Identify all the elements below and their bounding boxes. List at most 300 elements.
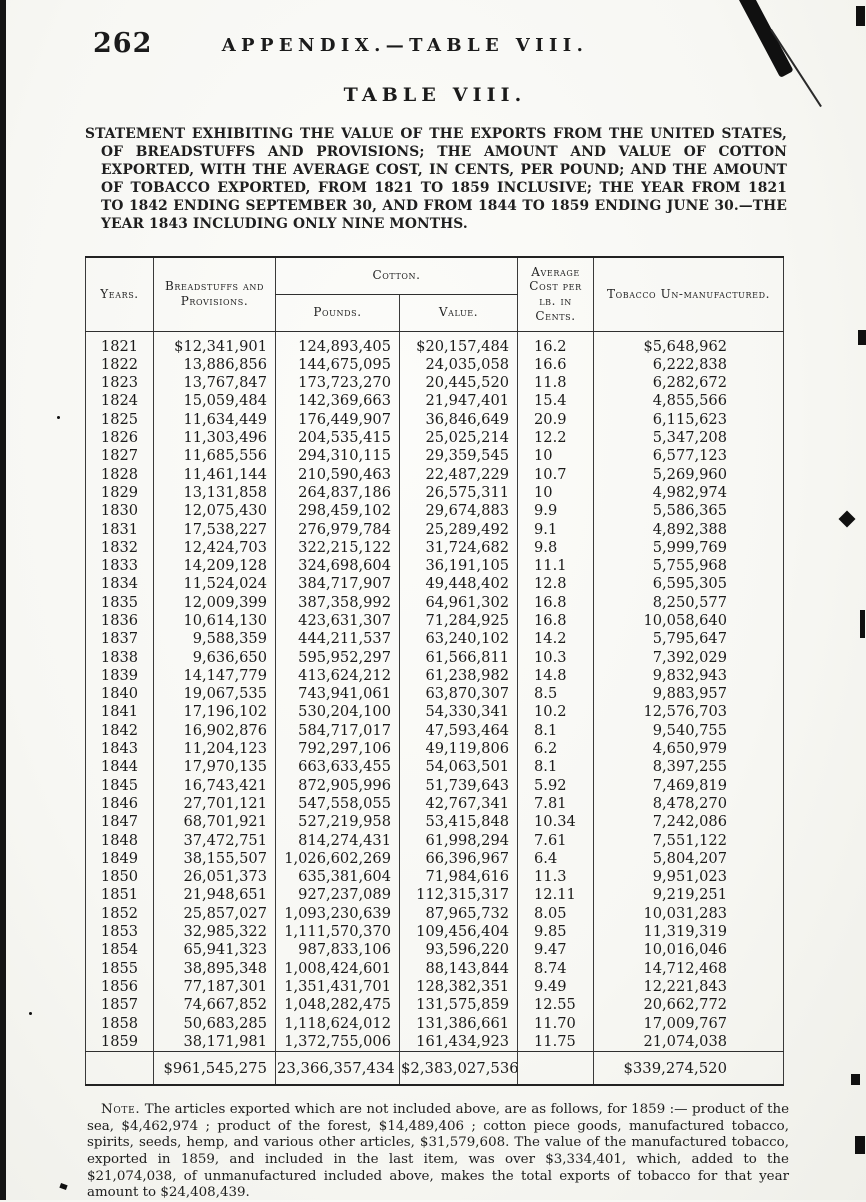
- cell-cotton-pounds: 663,633,455: [276, 758, 400, 776]
- cell-avg-cost: 8.74: [518, 960, 594, 978]
- cell-tobacco: $5,648,962: [594, 331, 784, 356]
- cell-year: 1831: [100, 520, 139, 538]
- cell-cotton-pounds: 1,118,624,012: [276, 1015, 400, 1033]
- cell-breadstuffs: $12,341,901: [154, 331, 276, 356]
- cell-year: 1825: [100, 410, 139, 428]
- statement-paragraph: STATEMENT EXHIBITING THE VALUE OF THE EXPORTS FROM THE UNITED STATES, OF BREADSTUFFS AND PROVISIONS; THE AMOUNT AND VALUE OF COTTON EXPORTED, WITH THE AVERAGE COST, IN CENTS, PER POUND; AND THE AMOUNT OF TOBACCO EXPORTED, FROM 1821 TO 1859 INCLUSIVE; THE YEAR FROM 1821 TO 1842 ENDING SEPTEMBER 30, AND FROM 1844 TO 1859 ENDING JUNE 30.—THE YEAR 1843 INCLUDING ONLY NINE MONTHS.: [85, 126, 787, 232]
- table-row: [86, 905, 784, 923]
- cell-cotton-pounds: 1,111,570,370: [276, 923, 400, 941]
- cell-tobacco: 10,016,046: [594, 941, 784, 959]
- cell-cotton-value: 21,947,401: [400, 392, 518, 410]
- cell-cotton-value: $2,383,027,536: [400, 1052, 518, 1086]
- cell-breadstuffs: 68,701,921: [154, 813, 276, 831]
- cell-breadstuffs: 38,155,507: [154, 850, 276, 868]
- cell-cotton-value: 49,448,402: [400, 575, 518, 593]
- cell-avg-cost: 11.8: [518, 374, 594, 392]
- scan-artifact-speck: [858, 330, 866, 345]
- cell-tobacco: 6,577,123: [594, 447, 784, 465]
- table-row: [86, 832, 784, 850]
- cell-tobacco: 9,540,755: [594, 722, 784, 740]
- cell-breadstuffs: $961,545,275: [154, 1052, 276, 1086]
- cell-tobacco: 5,586,365: [594, 502, 784, 520]
- cell-avg-cost: 10.7: [518, 466, 594, 484]
- cell-avg-cost: 12.2: [518, 429, 594, 447]
- cell-cotton-value: 22,487,229: [400, 466, 518, 484]
- cell-year: 1859: [100, 1032, 139, 1050]
- cell-cotton-pounds: 872,905,996: [276, 777, 400, 795]
- cell-breadstuffs: 9,636,650: [154, 649, 276, 667]
- scan-artifact-speck: [839, 511, 856, 528]
- cell-tobacco: 9,832,943: [594, 667, 784, 685]
- cell-cotton-value: 63,870,307: [400, 685, 518, 703]
- cell-avg-cost: 9.8: [518, 539, 594, 557]
- cell-cotton-value: 47,593,464: [400, 722, 518, 740]
- col-header-pounds: Pounds.: [276, 294, 400, 331]
- table-row: [86, 960, 784, 978]
- cell-tobacco: 9,883,957: [594, 685, 784, 703]
- cell-cotton-pounds: 530,204,100: [276, 703, 400, 721]
- cell-cotton-value: 36,191,105: [400, 557, 518, 575]
- table-row: [86, 850, 784, 868]
- cell-breadstuffs: 14,209,128: [154, 557, 276, 575]
- cell-year: 1840: [100, 685, 139, 703]
- cell-cotton-pounds: 423,631,307: [276, 612, 400, 630]
- cell-cotton-value: 61,566,811: [400, 649, 518, 667]
- cell-cotton-pounds: 635,381,604: [276, 868, 400, 886]
- cell-breadstuffs: 38,895,348: [154, 960, 276, 978]
- cell-avg-cost: 11.1: [518, 557, 594, 575]
- cell-avg-cost: 16.2: [518, 331, 594, 356]
- table-header: [86, 257, 784, 332]
- cell-cotton-value: 49,119,806: [400, 740, 518, 758]
- table-row: [86, 703, 784, 721]
- exports-table: [85, 256, 784, 1087]
- cell-tobacco: 11,319,319: [594, 923, 784, 941]
- cell-tobacco: $339,274,520: [594, 1052, 784, 1086]
- cell-cotton-value: 36,846,649: [400, 411, 518, 429]
- cell-breadstuffs: 17,538,227: [154, 521, 276, 539]
- cell-cotton-value: 25,025,214: [400, 429, 518, 447]
- cell-year: 1853: [100, 923, 139, 941]
- col-header-value: Value.: [400, 294, 518, 331]
- cell-year: 1851: [100, 886, 139, 904]
- cell-cotton-pounds: 276,979,784: [276, 521, 400, 539]
- cell-breadstuffs: 12,075,430: [154, 502, 276, 520]
- cell-year: 1854: [100, 941, 139, 959]
- cell-tobacco: 6,595,305: [594, 575, 784, 593]
- cell-cotton-value: 29,674,883: [400, 502, 518, 520]
- cell-year: 1826: [100, 429, 139, 447]
- cell-year: 1841: [100, 703, 139, 721]
- cell-year: 1833: [100, 557, 139, 575]
- cell-cotton-pounds: 294,310,115: [276, 447, 400, 465]
- cell-breadstuffs: 12,009,399: [154, 594, 276, 612]
- cell-cotton-pounds: 1,026,602,269: [276, 850, 400, 868]
- cell-year: 1844: [100, 758, 139, 776]
- cell-tobacco: 7,392,029: [594, 649, 784, 667]
- cell-cotton-pounds: 1,048,282,475: [276, 996, 400, 1014]
- cell-cotton-pounds: 264,837,186: [276, 484, 400, 502]
- cell-avg-cost: [518, 1052, 594, 1086]
- cell-avg-cost: 8.05: [518, 905, 594, 923]
- cell-cotton-pounds: 124,893,405: [276, 331, 400, 356]
- table-row: [86, 722, 784, 740]
- cell-avg-cost: 10: [518, 484, 594, 502]
- cell-avg-cost: 14.2: [518, 630, 594, 648]
- cell-cotton-value: 54,330,341: [400, 703, 518, 721]
- cell-cotton-value: 51,739,643: [400, 777, 518, 795]
- cell-avg-cost: 10.2: [518, 703, 594, 721]
- cell-cotton-pounds: 144,675,095: [276, 356, 400, 374]
- cell-cotton-pounds: 444,211,537: [276, 630, 400, 648]
- cell-tobacco: 5,795,647: [594, 630, 784, 648]
- cell-cotton-value: 128,382,351: [400, 978, 518, 996]
- cell-year: 1848: [100, 831, 139, 849]
- cell-cotton-value: 131,386,661: [400, 1015, 518, 1033]
- table-row: [86, 1033, 784, 1052]
- cell-year: 1822: [100, 355, 139, 373]
- table-row: [86, 575, 784, 593]
- table-row: [86, 557, 784, 575]
- table-row: [86, 630, 784, 648]
- cell-cotton-pounds: 792,297,106: [276, 740, 400, 758]
- cell-cotton-value: 42,767,341: [400, 795, 518, 813]
- cell-tobacco: 6,222,838: [594, 356, 784, 374]
- cell-breadstuffs: 37,472,751: [154, 832, 276, 850]
- cell-tobacco: 7,469,819: [594, 777, 784, 795]
- cell-avg-cost: 20.9: [518, 411, 594, 429]
- cell-breadstuffs: 9,588,359: [154, 630, 276, 648]
- document-page: [85, 26, 787, 1202]
- cell-year: 1858: [100, 1014, 139, 1032]
- col-header-years: Years.: [86, 257, 154, 332]
- cell-cotton-value: 88,143,844: [400, 960, 518, 978]
- cell-breadstuffs: 11,461,144: [154, 466, 276, 484]
- table-title: TABLE VIII.: [343, 84, 527, 106]
- cell-breadstuffs: 19,067,535: [154, 685, 276, 703]
- cell-cotton-value: $20,157,484: [400, 331, 518, 356]
- cell-breadstuffs: 16,743,421: [154, 777, 276, 795]
- cell-avg-cost: 7.81: [518, 795, 594, 813]
- cell-cotton-value: 26,575,311: [400, 484, 518, 502]
- cell-cotton-pounds: 204,535,415: [276, 429, 400, 447]
- cell-breadstuffs: 15,059,484: [154, 392, 276, 410]
- table-row: [86, 886, 784, 904]
- running-header: APPENDIX.—TABLE VIII.: [221, 35, 589, 56]
- cell-breadstuffs: 50,683,285: [154, 1015, 276, 1033]
- cell-cotton-pounds: 23,366,357,434: [276, 1052, 400, 1086]
- cell-year: 1829: [100, 483, 139, 501]
- cell-breadstuffs: 13,767,847: [154, 374, 276, 392]
- table-row: [86, 331, 784, 356]
- table-row: [86, 612, 784, 630]
- cell-cotton-pounds: 176,449,907: [276, 411, 400, 429]
- cell-cotton-value: 54,063,501: [400, 758, 518, 776]
- cell-tobacco: 5,347,208: [594, 429, 784, 447]
- cell-avg-cost: 9.1: [518, 521, 594, 539]
- cell-cotton-value: 20,445,520: [400, 374, 518, 392]
- cell-tobacco: 20,662,772: [594, 996, 784, 1014]
- table-row: [86, 667, 784, 685]
- cell-breadstuffs: 10,614,130: [154, 612, 276, 630]
- table-row: [86, 429, 784, 447]
- cell-tobacco: 9,219,251: [594, 886, 784, 904]
- table-row: [86, 447, 784, 465]
- page-header: [85, 26, 787, 68]
- cell-tobacco: 21,074,038: [594, 1033, 784, 1052]
- table-row: [86, 813, 784, 831]
- cell-avg-cost: 10.34: [518, 813, 594, 831]
- cell-breadstuffs: 27,701,121: [154, 795, 276, 813]
- cell-tobacco: 14,712,468: [594, 960, 784, 978]
- cell-breadstuffs: 11,303,496: [154, 429, 276, 447]
- cell-year: 1847: [100, 813, 139, 831]
- table-row: [86, 356, 784, 374]
- cell-year: 1856: [100, 977, 139, 995]
- cell-year: 1849: [100, 849, 139, 867]
- cell-tobacco: 8,397,255: [594, 758, 784, 776]
- cell-cotton-pounds: 584,717,017: [276, 722, 400, 740]
- cell-avg-cost: 16.6: [518, 356, 594, 374]
- cell-year: 1836: [100, 611, 139, 629]
- cell-year: 1832: [100, 538, 139, 556]
- cell-tobacco: 8,250,577: [594, 594, 784, 612]
- cell-breadstuffs: 17,970,135: [154, 758, 276, 776]
- cell-cotton-value: 109,456,404: [400, 923, 518, 941]
- cell-tobacco: 7,551,122: [594, 832, 784, 850]
- table-row: [86, 941, 784, 959]
- cell-tobacco: 7,242,086: [594, 813, 784, 831]
- cell-year: 1846: [100, 794, 139, 812]
- cell-cotton-pounds: 1,372,755,006: [276, 1033, 400, 1052]
- cell-cotton-pounds: 927,237,089: [276, 886, 400, 904]
- cell-breadstuffs: 11,524,024: [154, 575, 276, 593]
- cell-avg-cost: 11.3: [518, 868, 594, 886]
- table-row: [86, 996, 784, 1014]
- col-header-avg-cost: Average Cost per lb. in Cents.: [518, 257, 594, 332]
- scan-artifact-speck: [855, 1136, 865, 1154]
- cell-cotton-pounds: 210,590,463: [276, 466, 400, 484]
- cell-avg-cost: 16.8: [518, 612, 594, 630]
- cell-tobacco: 4,855,566: [594, 392, 784, 410]
- cell-tobacco: 9,951,023: [594, 868, 784, 886]
- cell-tobacco: 6,282,672: [594, 374, 784, 392]
- cell-breadstuffs: 65,941,323: [154, 941, 276, 959]
- cell-cotton-pounds: 1,093,230,639: [276, 905, 400, 923]
- cell-avg-cost: 9.47: [518, 941, 594, 959]
- table-row: [86, 740, 784, 758]
- cell-avg-cost: 12.11: [518, 886, 594, 904]
- table-row: [86, 411, 784, 429]
- cell-year: 1852: [100, 904, 139, 922]
- table-row: [86, 978, 784, 996]
- scan-artifact-speck: [29, 1012, 32, 1015]
- cell-tobacco: 4,982,974: [594, 484, 784, 502]
- cell-avg-cost: 16.8: [518, 594, 594, 612]
- cell-year: 1821: [100, 337, 139, 355]
- cell-cotton-value: 64,961,302: [400, 594, 518, 612]
- cell-breadstuffs: 17,196,102: [154, 703, 276, 721]
- cell-breadstuffs: 25,857,027: [154, 905, 276, 923]
- cell-year: 1837: [100, 630, 139, 648]
- cell-year: 1845: [100, 776, 139, 794]
- cell-breadstuffs: 13,131,858: [154, 484, 276, 502]
- cell-breadstuffs: 77,187,301: [154, 978, 276, 996]
- cell-tobacco: 6,115,623: [594, 411, 784, 429]
- table-row: [86, 649, 784, 667]
- table-row: [86, 466, 784, 484]
- scan-artifact-speck: [856, 6, 865, 26]
- footnote: [87, 1102, 789, 1202]
- table-row: [86, 502, 784, 520]
- cell-avg-cost: 10.3: [518, 649, 594, 667]
- table-row: [86, 539, 784, 557]
- cell-cotton-value: 29,359,545: [400, 447, 518, 465]
- cell-cotton-pounds: 1,008,424,601: [276, 960, 400, 978]
- cell-breadstuffs: 74,667,852: [154, 996, 276, 1014]
- cell-breadstuffs: 14,147,779: [154, 667, 276, 685]
- cell-year: 1835: [100, 593, 139, 611]
- cell-cotton-pounds: 322,215,122: [276, 539, 400, 557]
- table-row: [86, 777, 784, 795]
- cell-tobacco: 4,892,388: [594, 521, 784, 539]
- cell-year: 1839: [100, 666, 139, 684]
- cell-year: 1855: [100, 959, 139, 977]
- cell-cotton-value: 71,984,616: [400, 868, 518, 886]
- cell-year: 1828: [100, 465, 139, 483]
- cell-cotton-value: 161,434,923: [400, 1033, 518, 1052]
- cell-year: [86, 1052, 154, 1086]
- cell-breadstuffs: 11,204,123: [154, 740, 276, 758]
- table-row: [86, 521, 784, 539]
- cell-year: 1842: [100, 721, 139, 739]
- cell-avg-cost: 10: [518, 447, 594, 465]
- cell-cotton-pounds: 987,833,106: [276, 941, 400, 959]
- cell-breadstuffs: 11,634,449: [154, 411, 276, 429]
- table-row: [86, 594, 784, 612]
- cell-cotton-value: 112,315,317: [400, 886, 518, 904]
- cell-breadstuffs: 26,051,373: [154, 868, 276, 886]
- scan-artifact-left-edge: [0, 0, 6, 1200]
- scan-artifact-speck: [59, 1183, 67, 1190]
- table-row: [86, 685, 784, 703]
- cell-avg-cost: 6.2: [518, 740, 594, 758]
- cell-avg-cost: 14.8: [518, 667, 594, 685]
- totals-row: [86, 1052, 784, 1086]
- cell-breadstuffs: 12,424,703: [154, 539, 276, 557]
- cell-cotton-value: 71,284,925: [400, 612, 518, 630]
- cell-avg-cost: 7.61: [518, 832, 594, 850]
- cell-avg-cost: 6.4: [518, 850, 594, 868]
- cell-cotton-pounds: 413,624,212: [276, 667, 400, 685]
- cell-cotton-pounds: 384,717,907: [276, 575, 400, 593]
- cell-avg-cost: 15.4: [518, 392, 594, 410]
- cell-tobacco: 5,804,207: [594, 850, 784, 868]
- cell-cotton-pounds: 595,952,297: [276, 649, 400, 667]
- cell-tobacco: 5,755,968: [594, 557, 784, 575]
- scan-artifact-speck: [57, 416, 60, 419]
- cell-avg-cost: 8.1: [518, 758, 594, 776]
- cell-cotton-pounds: 814,274,431: [276, 832, 400, 850]
- scan-artifact-speck: [860, 610, 865, 638]
- cell-avg-cost: 9.49: [518, 978, 594, 996]
- cell-cotton-value: 31,724,682: [400, 539, 518, 557]
- cell-cotton-value: 24,035,058: [400, 356, 518, 374]
- cell-year: 1827: [100, 447, 139, 465]
- cell-avg-cost: 9.85: [518, 923, 594, 941]
- cell-breadstuffs: 21,948,651: [154, 886, 276, 904]
- table-row: [86, 795, 784, 813]
- footnote-lead: Note.: [101, 1102, 141, 1118]
- cell-cotton-pounds: 547,558,055: [276, 795, 400, 813]
- cell-year: 1857: [100, 996, 139, 1014]
- cell-year: 1843: [100, 740, 139, 758]
- cell-breadstuffs: 16,902,876: [154, 722, 276, 740]
- cell-cotton-pounds: 743,941,061: [276, 685, 400, 703]
- cell-cotton-pounds: 324,698,604: [276, 557, 400, 575]
- cell-cotton-pounds: 387,358,992: [276, 594, 400, 612]
- table-footer: [86, 1052, 784, 1086]
- page-number: 262: [93, 28, 153, 59]
- cell-avg-cost: 8.5: [518, 685, 594, 703]
- cell-cotton-value: 87,965,732: [400, 905, 518, 923]
- cell-cotton-pounds: 173,723,270: [276, 374, 400, 392]
- cell-year: 1830: [100, 502, 139, 520]
- footnote-body: The articles exported which are not included above, are as follows, for 1859 :— product of the sea, $4,462,974 ; product of the forest, $14,489,406 ; cotton piece goods, manufactured tobacco, spirits, seeds, hemp, and various other articles, $31,579,608. The value of the manufactured tobacco, exported in 1859, and included in the last item, was over $3,334,401, which, added to the $21,074,038, of unmanufactured included above, makes the total exports of tobacco for that year amount to $24,408,439.: [87, 1102, 789, 1201]
- cell-cotton-pounds: 1,351,431,701: [276, 978, 400, 996]
- cell-cotton-pounds: 527,219,958: [276, 813, 400, 831]
- scan-artifact-speck: [851, 1074, 860, 1085]
- col-header-tobacco: Tobacco Un-manufactured.: [594, 257, 784, 332]
- cell-cotton-value: 61,238,982: [400, 667, 518, 685]
- table-row: [86, 758, 784, 776]
- cell-cotton-value: 53,415,848: [400, 813, 518, 831]
- cell-tobacco: 12,221,843: [594, 978, 784, 996]
- table-row: [86, 374, 784, 392]
- cell-breadstuffs: 38,171,981: [154, 1033, 276, 1052]
- table-row: [86, 868, 784, 886]
- cell-avg-cost: 8.1: [518, 722, 594, 740]
- table-row: [86, 484, 784, 502]
- cell-cotton-pounds: 142,369,663: [276, 392, 400, 410]
- cell-avg-cost: 11.70: [518, 1015, 594, 1033]
- cell-tobacco: 4,650,979: [594, 740, 784, 758]
- cell-cotton-value: 61,998,294: [400, 832, 518, 850]
- cell-avg-cost: 5.92: [518, 777, 594, 795]
- cell-breadstuffs: 13,886,856: [154, 356, 276, 374]
- table-body: [86, 331, 784, 1052]
- cell-year: 1824: [100, 392, 139, 410]
- cell-tobacco: 5,269,960: [594, 466, 784, 484]
- table-row: [86, 923, 784, 941]
- cell-tobacco: 5,999,769: [594, 539, 784, 557]
- cell-avg-cost: 9.9: [518, 502, 594, 520]
- cell-breadstuffs: 11,685,556: [154, 447, 276, 465]
- cell-breadstuffs: 32,985,322: [154, 923, 276, 941]
- cell-year: 1823: [100, 374, 139, 392]
- col-header-breadstuffs: Breadstuffs and Provisions.: [154, 257, 276, 332]
- table-row: [86, 392, 784, 410]
- cell-cotton-value: 63,240,102: [400, 630, 518, 648]
- cell-year: 1838: [100, 648, 139, 666]
- col-header-cotton: Cotton.: [276, 257, 518, 295]
- cell-avg-cost: 12.55: [518, 996, 594, 1014]
- cell-tobacco: 10,058,640: [594, 612, 784, 630]
- cell-cotton-value: 25,289,492: [400, 521, 518, 539]
- cell-avg-cost: 11.75: [518, 1033, 594, 1052]
- cell-tobacco: 10,031,283: [594, 905, 784, 923]
- cell-year: 1850: [100, 868, 139, 886]
